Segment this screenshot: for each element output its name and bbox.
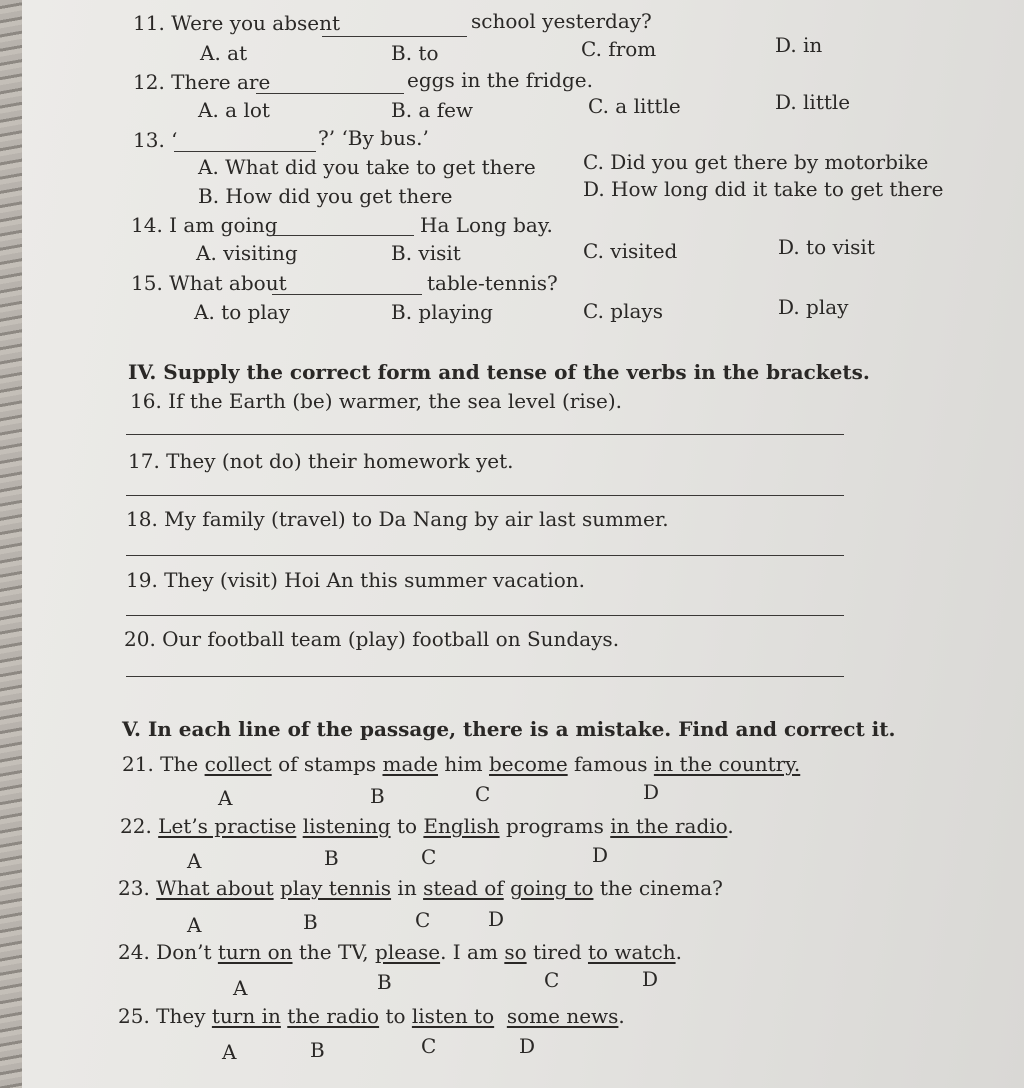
q12-stem	[133, 70, 270, 94]
q12-stem-start: There are	[171, 70, 271, 94]
q21-label-c: C	[475, 782, 491, 806]
q21-underlined-d: in the country.	[653, 752, 801, 776]
q17-text: 17. They (not do) their homework yet.	[128, 449, 514, 473]
q25-label-d: D	[519, 1034, 536, 1058]
q18-text: 18. My family (travel) to Da Nang by air last summer.	[126, 507, 669, 531]
q17-answer-line	[126, 495, 844, 496]
q15-number: 15.	[131, 271, 163, 295]
q11-stem-start: Were you absent	[171, 11, 341, 35]
q24-label-a: A	[233, 976, 248, 1000]
q21-underlined-a: collect	[204, 752, 272, 776]
q11-stem-end: school yesterday?	[471, 9, 652, 33]
q24-word: . I am	[440, 940, 498, 964]
q22-word: to	[396, 814, 418, 838]
q11-option-c: C. from	[581, 37, 657, 61]
section-iv-heading: IV. Supply the correct form and tense of the verbs in the brackets.	[128, 360, 870, 384]
q20-answer-line	[126, 676, 844, 677]
q14-option-d: D. to visit	[778, 235, 875, 259]
q15-option-c: C. plays	[583, 299, 663, 323]
q14-number: 14.	[131, 213, 163, 237]
q23-word: in	[397, 876, 417, 900]
q24-sentence	[118, 940, 682, 964]
q23-underlined-c: stead of	[423, 876, 504, 900]
q11-blank	[322, 36, 467, 37]
q22-number: 22.	[120, 814, 152, 838]
q21-underlined-c: become	[488, 752, 568, 776]
q21-underlined-b: made	[382, 752, 439, 776]
q25-label-b: B	[310, 1038, 325, 1062]
q21-word: The	[160, 752, 199, 776]
q14-option-b: B. visit	[391, 241, 461, 265]
q12-option-c: C. a little	[588, 94, 681, 118]
q24-underlined-d: to watch	[587, 940, 676, 964]
q24-word: the TV,	[298, 940, 369, 964]
q24-label-b: B	[377, 970, 392, 994]
q25-underlined-a: turn in	[211, 1004, 281, 1028]
q22-period: .	[727, 814, 734, 838]
q12-number: 12.	[133, 70, 165, 94]
q23-sentence	[118, 876, 723, 900]
q22-label-b: B	[324, 846, 339, 870]
q13-blank	[174, 151, 316, 152]
q22-underlined-c: English	[423, 814, 500, 838]
q15-stem-end: table-tennis?	[427, 271, 558, 295]
q20-text: 20. Our football team (play) football on Sundays.	[124, 627, 620, 651]
q22-word: programs	[505, 814, 604, 838]
q14-option-a: A. visiting	[196, 241, 298, 265]
q24-word: Don’t	[156, 940, 212, 964]
q24-period: .	[675, 940, 682, 964]
q25-word: They	[156, 1004, 206, 1028]
section-v-heading: V. In each line of the passage, there is a mistake. Find and correct it.	[122, 717, 896, 741]
q11-stem	[133, 11, 340, 35]
q25-label-a: A	[222, 1040, 237, 1064]
q25-underlined-c: listen to	[411, 1004, 495, 1028]
q15-stem	[131, 271, 287, 295]
q13-option-a: A. What did you take to get there	[198, 155, 536, 179]
q23-underlined-a: What about	[156, 876, 274, 900]
q25-number: 25.	[118, 1004, 150, 1028]
q23-label-a: A	[187, 913, 202, 937]
q21-label-a: A	[218, 786, 233, 810]
q23-label-c: C	[415, 908, 431, 932]
q14-stem-end: Ha Long bay.	[420, 213, 553, 237]
q21-word: of stamps	[278, 752, 377, 776]
q14-stem	[131, 213, 278, 237]
q24-label-d: D	[642, 967, 659, 991]
q21-label-d: D	[643, 780, 660, 804]
q11-option-d: D. in	[775, 33, 823, 57]
q21-number: 21.	[122, 752, 154, 776]
q24-underlined-c: so	[504, 940, 527, 964]
q23-number: 23.	[118, 876, 150, 900]
q12-option-a: A. a lot	[198, 98, 270, 122]
q22-label-a: A	[187, 849, 202, 873]
q11-option-a: A. at	[200, 41, 248, 65]
q13-number: 13. ‘	[133, 128, 178, 152]
q19-text: 19. They (visit) Hoi An this summer vacation.	[126, 568, 585, 592]
q22-label-c: C	[421, 845, 437, 869]
q23-word: the cinema?	[599, 876, 723, 900]
q22-underlined-d: in the radio	[610, 814, 728, 838]
q12-blank	[256, 93, 404, 94]
q24-underlined-b: please	[375, 940, 441, 964]
q19-answer-line	[126, 615, 844, 616]
q23-underlined-d: going to	[510, 876, 594, 900]
q25-sentence	[118, 1004, 625, 1028]
q13-option-c: C. Did you get there by motorbike	[583, 150, 929, 174]
q22-underlined-b: listening	[302, 814, 391, 838]
q25-underlined-d: some news	[506, 1004, 619, 1028]
q22-underlined-a: Let’s practise	[158, 814, 297, 838]
q23-underlined-b: play tennis	[279, 876, 392, 900]
q25-period: .	[618, 1004, 625, 1028]
q14-blank	[268, 235, 414, 236]
q24-number: 24.	[118, 940, 150, 964]
q13-option-d: D. How long did it take to get there	[583, 177, 944, 201]
q22-label-d: D	[592, 843, 609, 867]
q15-option-b: B. playing	[391, 300, 493, 324]
q25-underlined-b: the radio	[287, 1004, 380, 1028]
q12-stem-end: eggs in the fridge.	[407, 68, 593, 92]
q24-underlined-a: turn on	[217, 940, 293, 964]
q23-label-b: B	[303, 910, 318, 934]
q12-option-d: D. little	[775, 90, 851, 114]
q24-word: tired	[532, 940, 582, 964]
q13-option-b: B. How did you get there	[198, 184, 453, 208]
q11-option-b: B. to	[391, 41, 439, 65]
q12-option-b: B. a few	[391, 98, 474, 122]
q15-option-a: A. to play	[194, 300, 291, 324]
q18-answer-line	[126, 555, 844, 556]
q14-option-c: C. visited	[583, 239, 678, 263]
q21-label-b: B	[370, 784, 385, 808]
q23-label-d: D	[488, 907, 505, 931]
q21-word: him	[444, 752, 483, 776]
q15-option-d: D. play	[778, 295, 849, 319]
q21-sentence	[122, 752, 800, 776]
q24-label-c: C	[544, 968, 560, 992]
q25-word: to	[385, 1004, 406, 1028]
q13-stem-end: ?’ ‘By bus.’	[318, 126, 429, 150]
q25-label-c: C	[421, 1034, 437, 1058]
q16-answer-line	[126, 434, 844, 435]
q14-stem-start: I am going	[169, 213, 278, 237]
desk-edge	[0, 0, 22, 1088]
q22-sentence	[120, 814, 734, 838]
q11-number: 11.	[133, 11, 165, 35]
q16-text: 16. If the Earth (be) warmer, the sea level (rise).	[130, 389, 623, 413]
q15-blank	[272, 294, 422, 295]
q15-stem-start: What about	[169, 271, 287, 295]
q21-word: famous	[574, 752, 648, 776]
